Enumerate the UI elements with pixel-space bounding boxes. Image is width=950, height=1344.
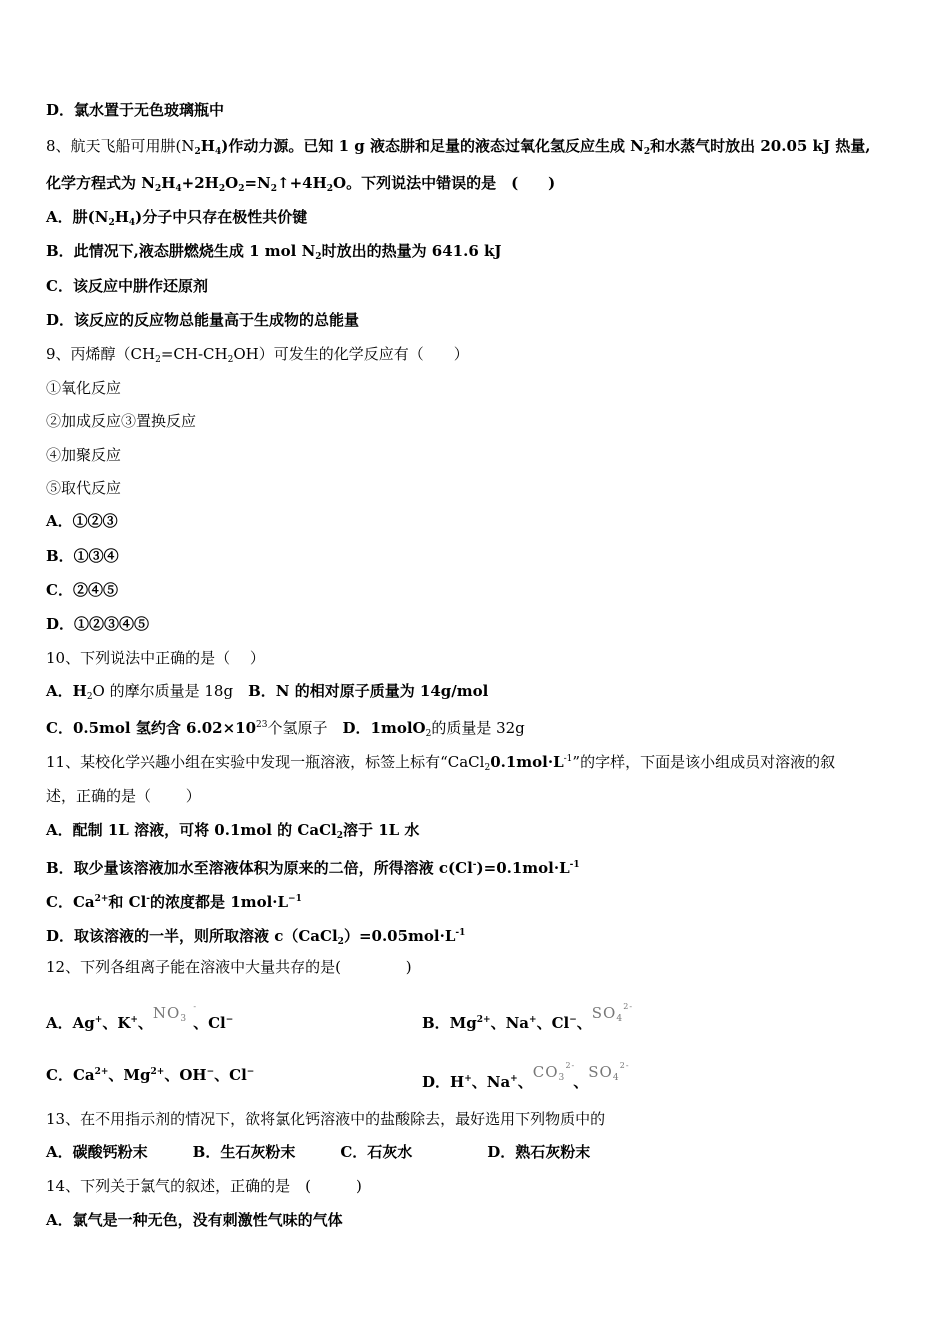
q11-stem xyxy=(46,749,835,778)
sub: 4 xyxy=(128,218,136,228)
sup: − xyxy=(225,1015,234,1025)
q11-d-2: ）=0.05mol·L xyxy=(343,927,456,945)
q14-stem: 14、下列关于氯气的叙述，正确的是 ( ) xyxy=(46,1177,362,1195)
sup: 23 xyxy=(256,720,268,730)
ion-sub: 3 xyxy=(180,1014,188,1024)
q9-option-a: A．①②③ xyxy=(46,512,118,530)
q11-stem-c: ”的字样，下面是该小组成员对溶液的叙 xyxy=(572,753,836,771)
q10-c-2: 个氢原子 xyxy=(267,719,343,737)
sub: 2 xyxy=(326,184,334,194)
q8-a-1: A．肼(N xyxy=(46,208,109,226)
carbonate-ion xyxy=(532,1061,576,1088)
nitrate-ion xyxy=(152,1002,198,1029)
q10-a-1: A．H xyxy=(46,682,87,700)
q8-eq-f: ↑+4H xyxy=(277,174,327,192)
q10-stem: 10、下列说法中正确的是（ ） xyxy=(46,649,265,667)
q8-c: C．该反应中肼作还原剂 xyxy=(46,277,208,295)
q8-a-3: )分子中只存在极性共价键 xyxy=(135,208,308,226)
q8-stem-a: 8、航天飞船可用肼(N xyxy=(46,137,195,155)
q11-stem-a: 11、某校化学兴趣小组在实验中发现一瓶溶液，标签上标有“CaCl xyxy=(46,753,485,771)
sup: − xyxy=(246,1067,255,1077)
sup: -1 xyxy=(455,928,466,938)
q11-stem-line2: 述，正确的是（ ） xyxy=(46,787,201,805)
sub: 4 xyxy=(214,147,222,157)
q10-options-ab xyxy=(46,681,488,707)
ion-charge: 2- xyxy=(619,1061,630,1070)
sup: -1 xyxy=(569,860,580,870)
ion-formula: NO xyxy=(152,1004,181,1022)
sup: 2+ xyxy=(94,894,109,904)
q8-eq-g: O。下列说法中错误的是 ( ) xyxy=(333,174,556,192)
sub: 2 xyxy=(238,184,245,194)
q12-a-1: A．Ag xyxy=(46,1014,95,1032)
sub: 4 xyxy=(175,184,182,194)
q11-a-1: A．配制 1L 溶液，可将 0.1mol 的 CaCl xyxy=(46,821,337,839)
q8-option-a xyxy=(46,207,307,233)
sup: + xyxy=(94,1015,103,1025)
sup: - xyxy=(146,894,151,904)
q12-option-c xyxy=(46,1061,630,1091)
q12-c-3: 、OH xyxy=(164,1066,207,1084)
q9-option-b: B．①③④ xyxy=(46,547,119,565)
sub: 2 xyxy=(155,355,161,365)
q12-stem: 12、下列各组离子能在溶液中大量共存的是( ) xyxy=(46,958,412,976)
sub: 2 xyxy=(154,184,162,194)
q8-eq-e: =N xyxy=(244,174,271,192)
q11-c-2: 和 Cl xyxy=(108,893,147,911)
q11-option-c xyxy=(46,889,302,912)
q10-d-2: 的质量是 32g xyxy=(431,719,525,737)
q12-d-1: D．H xyxy=(422,1073,465,1091)
q11-b-2: )=0.1mol·L xyxy=(476,859,570,877)
sup: -1 xyxy=(563,754,573,764)
q8-eq-b: H xyxy=(161,174,176,192)
q8-eq-a: 化学方程式为 N xyxy=(46,174,155,192)
q9-stem xyxy=(46,344,469,370)
q12-a-2: 、K xyxy=(102,1014,131,1032)
sub: 2 xyxy=(108,218,115,228)
q9-option-c: C．②④⑤ xyxy=(46,581,118,599)
q11-c-1: C．Ca xyxy=(46,893,95,911)
sup: 2+ xyxy=(94,1067,109,1077)
q11-c-3: 的浓度都是 1mol·L xyxy=(150,893,289,911)
ion-sub: 3 xyxy=(558,1073,566,1083)
sup: −1 xyxy=(288,894,302,904)
ion-formula: SO xyxy=(591,1004,617,1022)
q12-a-3: 、 xyxy=(137,1014,153,1032)
q12-option-a xyxy=(46,1002,634,1033)
ion-formula: CO xyxy=(532,1063,559,1081)
sup: + xyxy=(510,1074,518,1084)
q11-a-2: 溶于 1L 水 xyxy=(342,821,420,839)
q8-option-d xyxy=(46,310,359,330)
ion-sub: 4 xyxy=(616,1014,624,1024)
q12-a-4: 、Cl xyxy=(193,1014,226,1032)
ion-charge: 2- xyxy=(623,1002,634,1011)
q10-d-1: D．1molO xyxy=(342,719,426,737)
q8-option-c xyxy=(46,276,208,296)
q9-reaction-4: ⑤取代反应 xyxy=(46,479,122,497)
q12-c-1: C．Ca xyxy=(46,1066,95,1084)
q12-c-4: 、Cl xyxy=(214,1066,247,1084)
q8-d: D．该反应的反应物总能量高于生成物的总能量 xyxy=(46,311,360,329)
q12-d-3: 、 xyxy=(517,1073,533,1091)
q9-reaction-1: ①氧化反应 xyxy=(46,379,122,397)
sub: 2 xyxy=(315,252,322,262)
q7-d-text: D．氯水置于无色玻璃瓶中 xyxy=(46,101,225,119)
q12-option-b xyxy=(422,1002,634,1033)
q11-b-1: B．取少量该溶液加水至溶液体积为原来的二倍，所得溶液 c(Cl xyxy=(46,859,473,877)
q8-stem-b: H xyxy=(200,137,215,155)
q11-d-1: D．取该溶液的一半，则所取溶液 c（CaCl xyxy=(46,927,338,945)
ion-charge: 2- xyxy=(565,1061,576,1070)
sub: 2 xyxy=(194,147,201,157)
q8-stem-d: 和水蒸气时放出 20.05 kJ 热量, xyxy=(650,137,871,155)
sup: 2+ xyxy=(476,1015,491,1025)
q8-b-2: 时放出的热量为 641.6 kJ xyxy=(321,242,502,260)
q10-options-cd xyxy=(46,715,525,744)
sup: + xyxy=(529,1015,537,1025)
sub: 2 xyxy=(643,147,651,157)
sup: - xyxy=(472,860,477,870)
sulfate-ion xyxy=(588,1061,630,1088)
q12-b-2: 、Na xyxy=(490,1014,530,1032)
q12-option-d xyxy=(422,1061,630,1092)
q8-option-b xyxy=(46,241,501,267)
sup: 2+ xyxy=(150,1067,165,1077)
q12-d-2: 、Na xyxy=(471,1073,511,1091)
q11-option-a xyxy=(46,820,419,846)
q12-b-4: 、 xyxy=(576,1014,592,1032)
q8-eq-c: +2H xyxy=(181,174,219,192)
q12-b-1: B．Mg xyxy=(422,1014,477,1032)
sup: + xyxy=(130,1015,138,1025)
sub: 2 xyxy=(270,184,277,194)
q8-b-1: B．此情况下,液态肼燃烧生成 1 mol N xyxy=(46,242,316,260)
sub: 2 xyxy=(218,184,226,194)
sub: 2 xyxy=(337,937,344,947)
sup: + xyxy=(464,1074,472,1084)
q9-stem-b: =CH-CH xyxy=(160,345,228,363)
q8-equation xyxy=(46,173,555,199)
q11-stem-b: 0.1mol·L xyxy=(490,753,564,771)
q9-stem-a: 9、丙烯醇（CH xyxy=(46,345,156,363)
sub: 2 xyxy=(484,763,491,773)
q12-d-4: 、 xyxy=(573,1073,589,1091)
sub: 2 xyxy=(336,831,343,841)
sulfate-ion xyxy=(591,1002,634,1029)
sub: 2 xyxy=(86,692,93,702)
q9-stem-c: OH）可发生的化学反应有（ ） xyxy=(233,345,469,363)
q10-b: B．N 的相对原子质量为 14g/mol xyxy=(248,682,489,700)
q13-options: A．碳酸钙粉末 B．生石灰粉末 C．石灰水 D．熟石灰粉末 xyxy=(46,1143,591,1161)
ion-sub: 4 xyxy=(612,1073,620,1083)
sub: 2 xyxy=(425,729,432,739)
q9-option-d: D．①②③④⑤ xyxy=(46,615,150,633)
sub: 2 xyxy=(227,355,234,365)
q8-a-2: H xyxy=(114,208,129,226)
q11-option-d xyxy=(46,923,465,952)
ion-charge: - xyxy=(193,1002,198,1011)
q8-eq-d: O xyxy=(225,174,239,192)
ion-formula: SO xyxy=(588,1063,613,1081)
q13-stem: 13、在不用指示剂的情况下，欲将氯化钙溶液中的盐酸除去，最好选用下列物质中的 xyxy=(46,1110,606,1128)
q9-reaction-2: ②加成反应③置换反应 xyxy=(46,412,197,430)
q10-a-2: O 的摩尔质量是 18g xyxy=(92,682,249,700)
q7-option-d xyxy=(46,100,224,120)
q14-option-a: A．氯气是一种无色，没有刺激性气味的气体 xyxy=(46,1211,343,1229)
q12-b-3: 、Cl xyxy=(536,1014,570,1032)
q8-stem xyxy=(46,136,871,162)
sup: − xyxy=(569,1015,577,1025)
q9-reaction-3: ④加聚反应 xyxy=(46,446,122,464)
sup: − xyxy=(206,1067,215,1077)
q11-option-b xyxy=(46,855,580,878)
q10-c-1: C．0.5mol 氢约含 6.02×10 xyxy=(46,719,257,737)
q12-c-2: 、Mg xyxy=(108,1066,151,1084)
q8-stem-c: )作动力源。已知 1 g 液态肼和足量的液态过氧化氢反应生成 N xyxy=(221,137,644,155)
